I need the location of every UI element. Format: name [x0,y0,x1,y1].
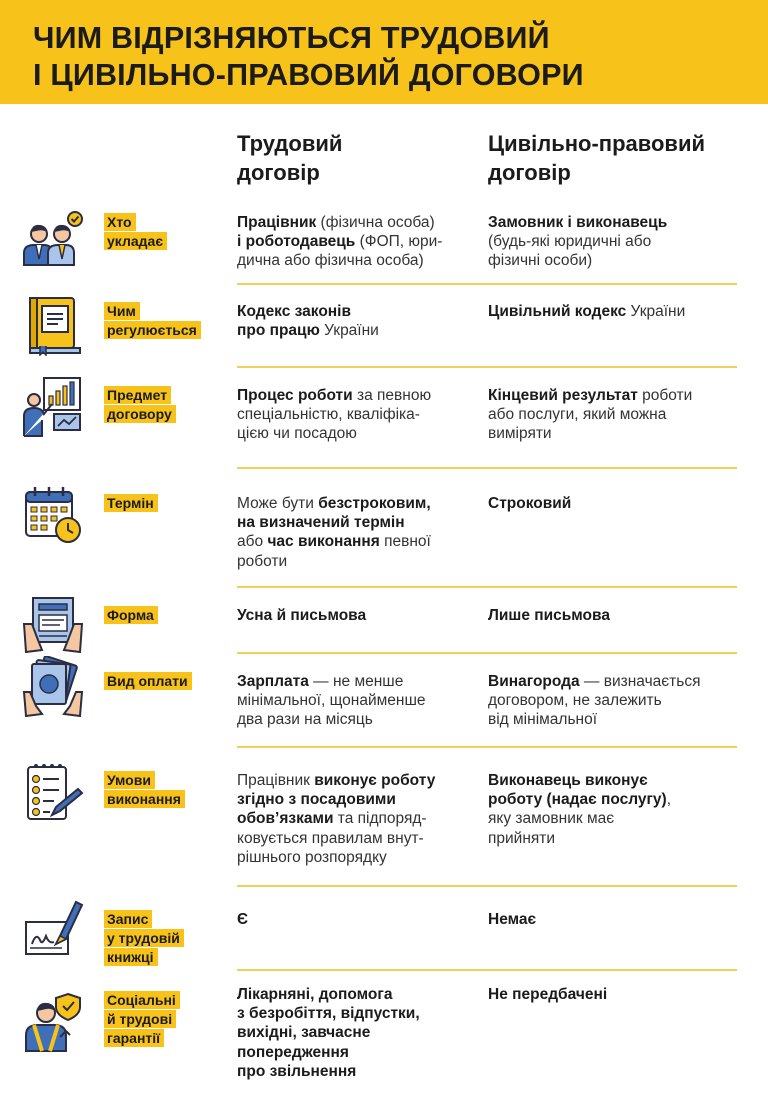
cell-text-line [488,213,738,232]
bold-text: роботу (надає послугу) [488,791,667,809]
bold-text: Є [237,911,249,928]
cell-text-line [237,691,472,710]
regular-text: виміряти [488,425,552,443]
regular-text: спеціальністю, кваліфіка- [237,406,420,424]
bold-text: про звільнення [237,1062,357,1080]
row-label-line: договору [104,405,176,423]
civil-contract-cell [488,985,738,1004]
title-banner [0,0,768,104]
bold-text: безстроковим, [318,495,431,512]
regular-text: — не менше [308,673,404,690]
bold-text: Кодекс законів [237,303,352,320]
labor-contract-cell [237,494,472,571]
row-label-line: регулюється [104,321,201,339]
worker-shield-icon [22,991,84,1053]
regular-text: цією чи посадою [237,425,357,443]
labor-contract-cell [237,910,472,929]
bold-text: Процес роботи [237,387,353,404]
regular-text: (фізична особа) [316,214,435,231]
regular-text: від мінімальної [488,711,598,729]
civil-contract-cell [488,386,738,444]
cell-text-line [237,848,472,867]
bold-text: Винагорода [488,673,580,690]
row-label-line: укладає [104,232,167,250]
row-label-line: Соціальні [104,991,180,1009]
regular-text: прийняти [488,829,556,847]
labor-contract-cell [237,386,472,444]
cell-text-line [237,710,472,729]
regular-text: рішнього розпорядку [237,848,387,866]
bold-text: Виконавець виконує [488,772,648,789]
civil-contract-cell [488,606,738,625]
civil-contract-cell [488,213,738,271]
bold-text: Строковий [488,495,572,512]
row-label-line: Вид оплати [104,672,192,690]
bold-text: Цивільний кодекс [488,303,627,320]
cell-text-line [237,790,472,809]
labor-contract-cell [237,213,472,271]
cell-text-line [488,829,738,848]
row-divider [237,283,737,285]
bold-text: з безробіття, відпустки, [237,1005,420,1023]
cell-text-line [237,424,472,443]
row-label [104,386,176,424]
cell-text-line [237,910,472,929]
regular-text: Працівник [237,772,315,789]
bold-text: обов’язками [237,810,334,828]
bold-text: Усна й письмова [237,607,367,624]
row-label-line: Умови [104,771,155,789]
cell-text-line [488,771,738,790]
cell-text-line [237,251,472,270]
row-divider [237,746,737,748]
cell-text-line [237,1004,472,1023]
regular-text: ковується правилам внут- [237,829,424,847]
cell-text-line [488,494,738,513]
row-label [104,771,185,809]
cell-text-line [237,771,472,790]
cell-text-line [237,809,472,828]
row-label-line: Предмет [104,386,171,404]
bold-text: попередження [237,1043,349,1061]
regular-text: або послуги, який можна [488,406,667,424]
row-label-line: книжці [104,948,158,966]
cell-text-line [237,302,472,321]
column-header-labor-contract: Трудовий договір [237,131,343,185]
bold-text: згідно з посадовими [237,791,396,809]
row-label [104,606,158,625]
labor-contract-cell [237,985,472,1081]
regular-text: — визначається [579,673,701,690]
checklist-pen-icon [22,761,84,823]
regular-text: України [626,303,686,320]
labor-contract-cell [237,606,472,625]
bold-text: Немає [488,911,537,928]
labor-contract-cell [237,302,472,340]
civil-contract-cell [488,771,738,848]
row-label [104,213,167,251]
cell-text-line [488,985,738,1004]
bold-text: час виконання [267,533,380,551]
regular-text: роботи [637,387,693,404]
cell-text-line [237,1023,472,1042]
document-hands-icon [22,594,84,656]
row-label-line: у трудовій [104,929,184,947]
cell-text-line [488,672,738,691]
cell-text-line [237,985,472,1004]
bold-text: про працю [237,322,320,340]
row-divider [237,366,737,368]
bold-text: і роботодавець [237,233,356,251]
law-book-icon [22,294,84,356]
cell-text-line [237,1043,472,1062]
row-label [104,302,201,340]
cell-text-line [488,424,738,443]
page-title-line-1: ЧИМ ВІДРІЗНЯЮТЬСЯ ТРУДОВИЙ [33,21,550,55]
cell-text-line [237,213,472,232]
cell-text-line [237,386,472,405]
regular-text: яку замовник має [488,810,615,828]
cell-text-line [237,552,472,571]
two-people-check-icon [22,207,84,269]
presenter-chart-icon [22,376,84,438]
regular-text: певної [379,533,431,551]
bold-text: Зарплата [237,673,309,690]
cell-text-line [488,405,738,424]
cell-text-line [488,790,738,809]
regular-text: мінімальної, щонайменше [237,692,426,710]
regular-text: України [319,322,379,340]
regular-text: за певною [352,387,432,404]
cell-text-line [237,321,472,340]
cell-text-line [237,1062,472,1081]
row-label-line: Форма [104,606,158,624]
cell-text-line [488,251,738,270]
regular-text: та підпоряд- [333,810,427,828]
cell-text-line [488,710,738,729]
civil-contract-cell [488,494,738,513]
cell-text-line [488,232,738,251]
row-label-line: Хто [104,213,136,231]
bold-text: Кінцевий результат [488,387,638,404]
cell-text-line [488,809,738,828]
cell-text-line [237,494,472,513]
banknotes-hands-icon [22,656,84,718]
row-label-line: виконання [104,790,185,808]
row-divider [237,586,737,588]
regular-text: роботи [237,552,288,570]
cell-text-line [488,386,738,405]
regular-text: або [237,533,268,551]
civil-contract-cell [488,672,738,730]
row-label [104,991,180,1048]
bold-text: на визначений термін [237,514,405,532]
cell-text-line [237,232,472,251]
cell-text-line [237,672,472,691]
cell-text-line [237,405,472,424]
row-label-line: й трудові [104,1010,176,1028]
regular-text: , [666,791,672,809]
row-label-line: Чим [104,302,140,320]
cell-text-line [237,606,472,625]
row-divider [237,652,737,654]
labor-contract-cell [237,672,472,730]
cell-text-line [488,606,738,625]
row-divider [237,467,737,469]
civil-contract-cell [488,910,738,929]
cell-text-line [488,691,738,710]
regular-text: Може бути [237,495,319,512]
bold-text: вихідні, завчасне [237,1024,371,1042]
column-header-civil-contract: Цивільно-правовий договір [488,131,705,185]
row-label-line: Термін [104,494,158,512]
row-label-line: Запис [104,910,152,928]
row-divider [237,969,737,971]
cell-text-line [488,910,738,929]
row-divider [237,885,737,887]
labor-contract-cell [237,771,472,867]
cell-text-line [237,829,472,848]
row-label [104,494,158,513]
regular-text: договором, не залежить [488,692,662,710]
civil-contract-cell [488,302,738,321]
regular-text: (ФОП, юри- [355,233,443,251]
bold-text: Замовник і виконавець [488,214,668,231]
regular-text: дична або фізична особа) [237,252,424,270]
regular-text: фізичні особи) [488,252,593,270]
bold-text: Лікарняні, допомога [237,986,393,1003]
calendar-clock-icon [22,484,84,546]
cell-text-line [237,513,472,532]
row-label [104,672,192,691]
regular-text: (будь-які юридичні або [488,233,652,251]
bold-text: Лише письмова [488,607,610,624]
bold-text: Не передбачені [488,986,608,1003]
row-label-line: гарантії [104,1029,164,1047]
cell-text-line [488,302,738,321]
page-title-line-2: І ЦИВІЛЬНО-ПРАВОВИЙ ДОГОВОРИ [33,58,584,92]
signature-pen-icon [22,898,84,960]
regular-text: два рази на місяць [237,711,373,729]
cell-text-line [237,532,472,551]
row-label [104,910,184,967]
bold-text: Працівник [237,214,317,231]
bold-text: виконує роботу [314,772,436,789]
